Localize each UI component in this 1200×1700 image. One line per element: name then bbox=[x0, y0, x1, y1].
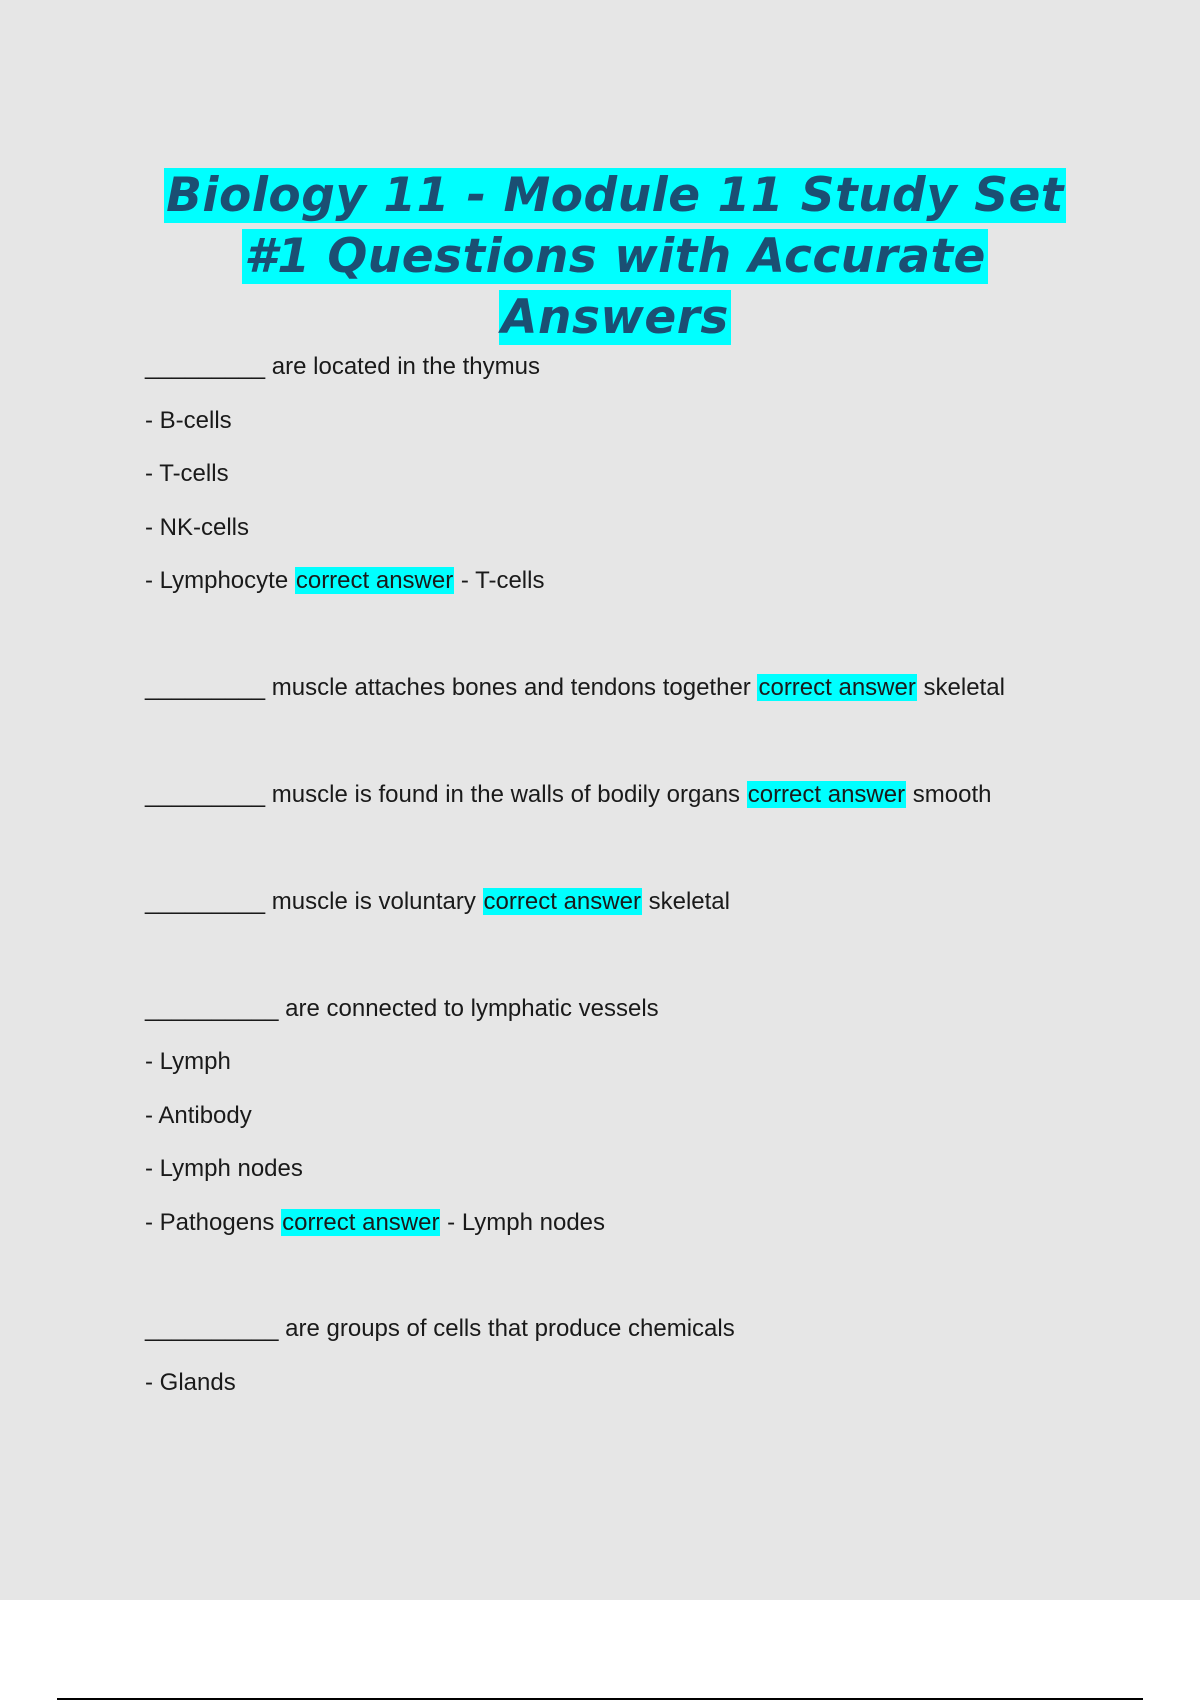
question-3-prompt: _________ muscle is found in the walls of bodily organs correct answer smooth bbox=[145, 781, 992, 808]
question-5-option: - Antibody bbox=[145, 1102, 252, 1129]
question-5-option-with-answer: - Pathogens correct answer - Lymph nodes bbox=[145, 1209, 606, 1236]
question-5-option: - Lymph bbox=[145, 1048, 231, 1075]
question-6-option: - Glands bbox=[145, 1369, 236, 1396]
question-1-option: - NK-cells bbox=[145, 514, 250, 541]
answer-text: skeletal bbox=[648, 888, 730, 915]
question-6-prompt: __________ are groups of cells that produce chemicals bbox=[145, 1315, 735, 1342]
question-5-option: - Lymph nodes bbox=[145, 1155, 303, 1182]
title-line-2: #1 Questions with Accurate bbox=[244, 229, 986, 284]
question-1-prompt: _________ are located in the thymus bbox=[145, 353, 540, 380]
answer-text: - Lymph nodes bbox=[447, 1209, 606, 1236]
document-title bbox=[120, 165, 1110, 348]
title-line-1: Biology 11 - Module 11 Study Set bbox=[166, 168, 1064, 223]
question-5-prompt: __________ are connected to lymphatic vessels bbox=[145, 995, 659, 1022]
correct-answer-label: correct answer bbox=[758, 674, 916, 701]
correct-answer-label: correct answer bbox=[282, 1209, 440, 1236]
question-1-option-with-answer: - Lymphocyte correct answer - T-cells bbox=[145, 567, 545, 594]
correct-answer-label: correct answer bbox=[295, 567, 454, 594]
question-2-prompt: _________ muscle attaches bones and tendons together correct answer skeletal bbox=[145, 674, 1005, 701]
question-1-option: - B-cells bbox=[145, 407, 232, 434]
correct-answer-label: correct answer bbox=[483, 888, 641, 915]
answer-text: - T-cells bbox=[460, 567, 545, 594]
answer-text: smooth bbox=[912, 781, 992, 808]
answer-text: skeletal bbox=[923, 674, 1005, 701]
title-line-3: Answers bbox=[501, 290, 729, 345]
question-4-prompt: _________ muscle is voluntary correct answer skeletal bbox=[145, 888, 730, 915]
correct-answer-label: correct answer bbox=[747, 781, 906, 808]
question-1-option: - T-cells bbox=[145, 460, 229, 487]
